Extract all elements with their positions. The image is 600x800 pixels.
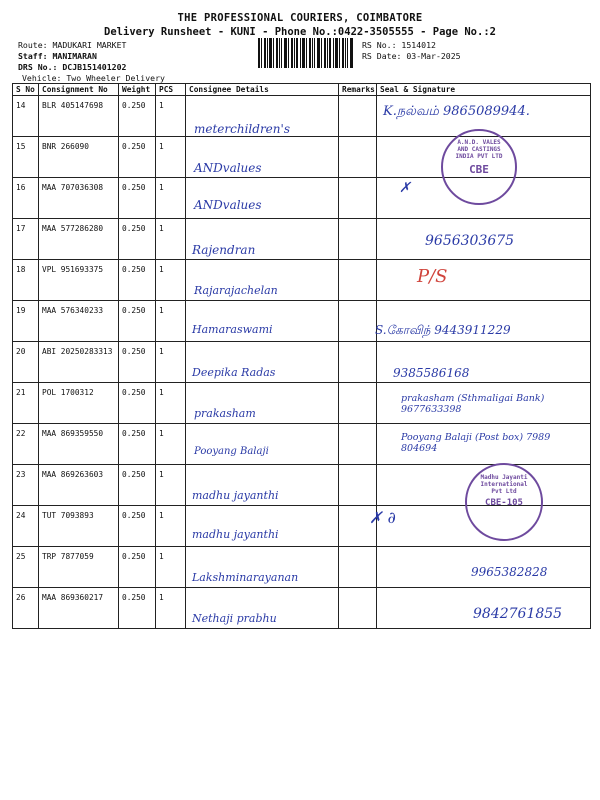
pcs: 1 bbox=[156, 465, 186, 506]
weight: 0.250 bbox=[119, 96, 156, 137]
staff: Staff: MANIMARAN bbox=[18, 51, 97, 61]
consignee-handwritten: Rajendran bbox=[192, 243, 256, 257]
table-row bbox=[13, 424, 591, 465]
consignee-cell bbox=[186, 547, 339, 588]
consignment-no: BNR 266090 bbox=[39, 137, 119, 178]
consignment-no: MAA 869359550 bbox=[39, 424, 119, 465]
col-sno: S No bbox=[13, 84, 39, 96]
table-row bbox=[13, 383, 591, 424]
consignee-handwritten: Pooyang Balaji bbox=[194, 446, 269, 457]
table-row bbox=[13, 465, 591, 506]
weight: 0.250 bbox=[119, 506, 156, 547]
consignee-handwritten: Hamaraswami bbox=[192, 323, 273, 336]
table-row bbox=[13, 506, 591, 547]
sno: 16 bbox=[13, 178, 39, 219]
consignee-cell bbox=[186, 178, 339, 219]
pcs: 1 bbox=[156, 424, 186, 465]
weight: 0.250 bbox=[119, 219, 156, 260]
consignee-handwritten: Rajarajachelan bbox=[194, 284, 278, 297]
signature-cell bbox=[369, 506, 591, 547]
table-row bbox=[13, 137, 591, 178]
runsheet-subtitle: Delivery Runsheet - KUNI - Phone No.:0422-3505555 - Page No.:2 bbox=[104, 26, 496, 38]
sno: 19 bbox=[13, 301, 39, 342]
consignee-cell bbox=[186, 588, 339, 629]
col-seal-signature: Seal & Signature bbox=[377, 84, 591, 96]
consignee-handwritten: Nethaji prabhu bbox=[192, 612, 277, 625]
consignee-cell bbox=[186, 260, 339, 301]
sno: 15 bbox=[13, 137, 39, 178]
sno: 23 bbox=[13, 465, 39, 506]
consignment-no: MAA 869263603 bbox=[39, 465, 119, 506]
weight: 0.250 bbox=[119, 301, 156, 342]
pcs: 1 bbox=[156, 260, 186, 301]
sno: 22 bbox=[13, 424, 39, 465]
weight: 0.250 bbox=[119, 383, 156, 424]
consignment-no: MAA 869360217 bbox=[39, 588, 119, 629]
pcs: 1 bbox=[156, 342, 186, 383]
consignee-handwritten: Deepika Radas bbox=[192, 366, 276, 379]
consignee-handwritten: prakasham bbox=[194, 407, 256, 420]
consignee-handwritten: Lakshminarayanan bbox=[192, 571, 299, 584]
signature-handwritten: 9965382828 bbox=[471, 565, 548, 579]
signature-cell bbox=[377, 588, 591, 629]
remarks bbox=[339, 424, 377, 465]
consignee-handwritten: madhu jayanthi bbox=[192, 489, 279, 502]
signature-handwritten: K.நல்வம் 9865089944. bbox=[383, 104, 530, 119]
weight: 0.250 bbox=[119, 588, 156, 629]
sno: 24 bbox=[13, 506, 39, 547]
remarks bbox=[339, 342, 377, 383]
sno: 26 bbox=[13, 588, 39, 629]
col-pcs: PCS bbox=[156, 84, 186, 96]
table-row bbox=[13, 301, 591, 342]
rs-date: RS Date: 03-Mar-2025 bbox=[362, 51, 461, 61]
remarks bbox=[339, 301, 377, 342]
signature-handwritten: Pooyang Balaji (Post box) 7989 804694 bbox=[401, 432, 551, 454]
sno: 18 bbox=[13, 260, 39, 301]
signature-handwritten: 9385586168 bbox=[393, 366, 470, 380]
weight: 0.250 bbox=[119, 547, 156, 588]
document-title: THE PROFESSIONAL COURIERS, COIMBATORE bbox=[177, 12, 423, 24]
remarks bbox=[339, 178, 377, 219]
consignee-cell bbox=[186, 342, 339, 383]
signature-mark: ✗ bbox=[399, 180, 411, 196]
signature-cell bbox=[377, 465, 591, 506]
rs-number: RS No.: 1514012 bbox=[362, 40, 436, 50]
sno: 17 bbox=[13, 219, 39, 260]
consignee-cell bbox=[186, 424, 339, 465]
consignment-no: BLR 405147698 bbox=[39, 96, 119, 137]
signature-mark: ✗ ∂ bbox=[369, 508, 396, 527]
consignee-handwritten: ANDvalues bbox=[194, 198, 262, 212]
col-consignment: Consignment No bbox=[39, 84, 119, 96]
consignment-no: TRP 7877059 bbox=[39, 547, 119, 588]
consignment-no: TUT 7093893 bbox=[39, 506, 119, 547]
weight: 0.250 bbox=[119, 424, 156, 465]
table-row bbox=[13, 178, 591, 219]
pcs: 1 bbox=[156, 383, 186, 424]
consignment-no: VPL 951693375 bbox=[39, 260, 119, 301]
remarks bbox=[339, 547, 377, 588]
signature-handwritten: P/S bbox=[417, 266, 448, 287]
pcs: 1 bbox=[156, 301, 186, 342]
pcs: 1 bbox=[156, 219, 186, 260]
sno: 25 bbox=[13, 547, 39, 588]
consignee-cell bbox=[186, 465, 339, 506]
table-row bbox=[13, 260, 591, 301]
remarks bbox=[339, 137, 377, 178]
signature-cell bbox=[377, 178, 591, 219]
col-weight: Weight bbox=[119, 84, 156, 96]
sno: 14 bbox=[13, 96, 39, 137]
remarks bbox=[339, 465, 377, 506]
signature-cell bbox=[377, 547, 591, 588]
signature-handwritten: 9656303675 bbox=[425, 233, 515, 249]
signature-cell bbox=[377, 342, 591, 383]
remarks bbox=[339, 260, 377, 301]
consignee-handwritten: ANDvalues bbox=[194, 161, 262, 175]
pcs: 1 bbox=[156, 96, 186, 137]
remarks bbox=[339, 96, 377, 137]
consignee-cell bbox=[186, 383, 339, 424]
signature-handwritten: prakasham (Sthmaligai Bank) 9677633398 bbox=[401, 393, 545, 415]
table-row bbox=[13, 547, 591, 588]
consignee-handwritten: meterchildren's bbox=[194, 122, 290, 136]
weight: 0.250 bbox=[119, 342, 156, 383]
remarks bbox=[339, 383, 377, 424]
consignee-cell bbox=[186, 96, 339, 137]
stamp-center: CBE bbox=[469, 163, 489, 176]
signature-cell bbox=[377, 137, 591, 178]
table-row bbox=[13, 96, 591, 137]
consignee-cell bbox=[186, 137, 339, 178]
pcs: 1 bbox=[156, 588, 186, 629]
consignee-cell bbox=[186, 301, 339, 342]
remarks bbox=[339, 588, 377, 629]
signature-cell bbox=[377, 260, 591, 301]
signature-cell bbox=[377, 219, 591, 260]
weight: 0.250 bbox=[119, 178, 156, 219]
pcs: 1 bbox=[156, 178, 186, 219]
table-row bbox=[13, 342, 591, 383]
drs-number: DRS No.: DCJB151401202 bbox=[18, 62, 127, 72]
consignee-cell bbox=[186, 506, 339, 547]
vehicle: Vehicle: Two Wheeler Delivery bbox=[22, 73, 165, 83]
pcs: 1 bbox=[156, 547, 186, 588]
table-header-row bbox=[13, 84, 591, 96]
pcs: 1 bbox=[156, 506, 186, 547]
sno: 20 bbox=[13, 342, 39, 383]
consignment-no: POL 1700312 bbox=[39, 383, 119, 424]
sno: 21 bbox=[13, 383, 39, 424]
stamp-text: A.N.D. VALES AND CASTINGS INDIA PVT LTD bbox=[455, 139, 503, 160]
consignment-no: MAA 577286280 bbox=[39, 219, 119, 260]
col-remarks: Remarks bbox=[339, 84, 377, 96]
col-consignee: Consignee Details bbox=[186, 84, 339, 96]
consignee-cell bbox=[186, 219, 339, 260]
signature-cell bbox=[377, 383, 591, 424]
weight: 0.250 bbox=[119, 465, 156, 506]
route: Route: MADUKARI MARKET bbox=[18, 40, 127, 50]
consignment-no: MAA 576340233 bbox=[39, 301, 119, 342]
signature-cell bbox=[377, 424, 591, 465]
table-row bbox=[13, 588, 591, 629]
signature-handwritten: 9842761855 bbox=[473, 606, 563, 622]
signature-cell bbox=[377, 301, 591, 342]
weight: 0.250 bbox=[119, 137, 156, 178]
table-row bbox=[13, 219, 591, 260]
consignment-no: ABI 20250283313 bbox=[39, 342, 119, 383]
signature-handwritten: S.கோவிந் 9443911229 bbox=[375, 323, 511, 337]
weight: 0.250 bbox=[119, 260, 156, 301]
barcode bbox=[258, 38, 353, 68]
remarks bbox=[339, 219, 377, 260]
stamp-center: CBE-105 bbox=[485, 498, 523, 508]
runsheet-table bbox=[12, 83, 591, 629]
pcs: 1 bbox=[156, 137, 186, 178]
stamp-text: Madhu Jayanti International Pvt Ltd bbox=[480, 474, 528, 495]
consignee-handwritten: madhu jayanthi bbox=[192, 528, 279, 541]
consignment-no: MAA 707036308 bbox=[39, 178, 119, 219]
